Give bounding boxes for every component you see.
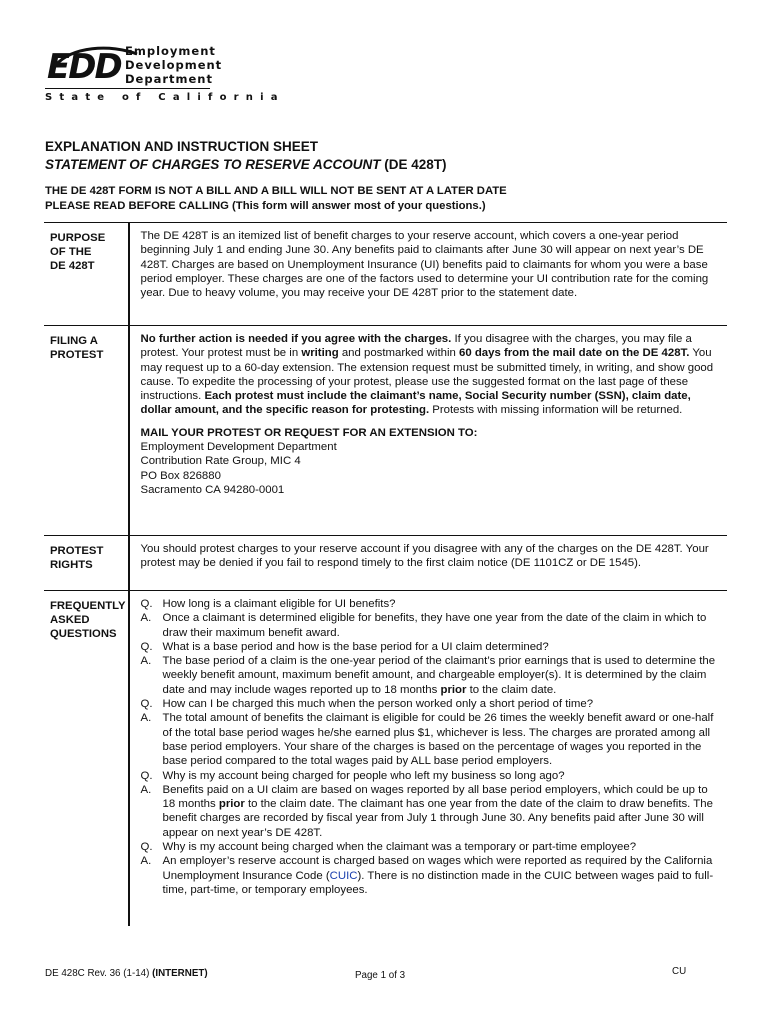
- answer-part: ). There is no distinction made in the CUIC between wages paid to full-time, part-time, or temporary employees.: [162, 869, 714, 896]
- section-filing-protest: [44, 325, 727, 535]
- faq-answer: [141, 611, 724, 640]
- form-internet-tag: (INTERNET): [152, 968, 208, 979]
- faq-question: [141, 769, 724, 783]
- page-title: [45, 138, 447, 174]
- filing-paragraph: [141, 332, 724, 418]
- page-number: Page 1 of 3: [355, 970, 406, 981]
- label-line: PROTEST: [50, 545, 104, 557]
- a-marker: A.: [140, 712, 152, 725]
- logo-divider: [45, 88, 210, 89]
- logo-mark: EDD: [47, 47, 121, 87]
- section-protest-rights: [44, 535, 727, 590]
- label-line: FREQUENTLY: [50, 600, 126, 612]
- section-label-faq: [44, 591, 128, 926]
- purpose-text: The DE 428T is an itemized list of benefit charges to your reserve account, which covers a one-year period beginning July 1 and ending June 30. Any benefits paid to claimants after June 30 will appear on next year’s DE 428T. Charges are based on Unemployment Insurance (UI) benefits paid to claimants for whom you were a base period employer. These charges are one of the factors used to determine your UI contribution rate for the coming year. Due to heavy volume, you may receive your DE 428T prior to the statement date.: [140, 230, 709, 300]
- filing-text: [130, 326, 728, 535]
- faq-question: [141, 640, 724, 654]
- filing-text-2: and postmarked within: [338, 347, 459, 360]
- title-sub-code: (DE 428T): [380, 157, 447, 172]
- faq-question: [141, 840, 724, 854]
- answer-part: The base period of a claim is the one-year period of the claimant’s prior earnings that is used to determine the weekly benefit amount, maximum benefit amount, and chargeable employer(s). It is determined by the claim date and may include wages reported up to 18 months: [162, 655, 716, 696]
- faq-question: [141, 697, 724, 711]
- title-sub-italic: STATEMENT OF CHARGES TO RESERVE ACCOUNT: [45, 157, 381, 172]
- q-marker: Q.: [140, 598, 153, 610]
- logo-line-development: Development: [125, 58, 223, 72]
- label-line: RIGHTS: [50, 559, 93, 571]
- filing-bold-2: writing: [301, 347, 339, 360]
- warning-notice: [45, 184, 507, 214]
- faq-question: [141, 597, 724, 611]
- answer-text: [163, 854, 724, 897]
- warning-line-2: PLEASE READ BEFORE CALLING (This form will answer most of your questions.): [45, 200, 486, 212]
- spacer: [141, 418, 724, 426]
- label-line: QUESTIONS: [50, 628, 117, 640]
- footer-code: CU: [672, 966, 687, 977]
- address-line: Contribution Rate Group, MIC 4: [140, 455, 301, 468]
- edd-logo: [45, 40, 285, 108]
- answer-text: The total amount of benefits the claimant is eligible for could be 26 times the weekly benefit award or one-half of the total base period wages he/she earned plus $1, whichever is less. The charges are prorated among all base period employers. Your share of the charges is based on the percentage of wages you reported in the base period compared to the total wages paid by ALL base period employers.: [162, 712, 714, 768]
- filing-text-1: If you disagree with the charges, you may file a protest. Your protest must be in: [140, 333, 692, 360]
- cuic-link[interactable]: CUIC: [329, 869, 358, 882]
- answer-text: [163, 783, 724, 840]
- q-marker: Q.: [140, 640, 153, 653]
- q-marker: Q.: [140, 769, 153, 782]
- faq-answer: [141, 711, 724, 768]
- label-line: OF THE: [50, 246, 92, 258]
- a-marker: A.: [140, 612, 152, 625]
- q-marker: Q.: [140, 698, 153, 711]
- title-main: EXPLANATION AND INSTRUCTION SHEET: [45, 139, 319, 154]
- answer-part: to the claim date.: [466, 683, 557, 696]
- label-line: DE 428T: [50, 260, 95, 272]
- mail-heading: [141, 426, 724, 440]
- address-line: Sacramento CA 94280-0001: [140, 483, 285, 496]
- title-subtitle: [45, 156, 447, 174]
- faq-list: [130, 591, 728, 926]
- label-line: PURPOSE: [50, 232, 106, 244]
- answer-part: An employer’s reserve account is charged based on wages which were reported as required by the California Unemployment Insurance Code (: [162, 855, 713, 882]
- filing-text-3: You may request up to a 60-day extension. The extension request must be submitted timely, in writing, and show good cause. To expedite the processing of your protest, please use the suggested format on the last page of these instructions.: [140, 347, 714, 403]
- a-marker: A.: [140, 783, 152, 796]
- form-revision: [45, 968, 208, 979]
- filing-bold-4: Each protest must include the claimant’s name, Social Security number (SSN), claim date, dollar amount, and the specific reason for protesting.: [140, 390, 691, 417]
- question-text: Why is my account being charged for people who left my business so long ago?: [162, 769, 565, 782]
- logo-line-department: Department: [125, 72, 213, 86]
- answer-part: Benefits paid on a UI claim are based on wages reported by all base period employers, which could be up to 18 months: [162, 783, 708, 811]
- faq-answer: [141, 854, 724, 897]
- filing-bold-3: 60 days from the mail date on the DE 428T.: [458, 347, 690, 360]
- filing-text-4: Protests with missing information will be returned.: [429, 404, 683, 417]
- answer-bold: prior: [218, 798, 245, 811]
- instruction-table: [44, 222, 727, 926]
- section-label-rights: [44, 536, 128, 590]
- question-text: What is a base period and how is the base period for a UI claim determined?: [162, 640, 549, 653]
- section-faq: [44, 590, 727, 926]
- rights-text: You should protest charges to your reserve account if you disagree with any of the charges on the DE 428T. Your protest may be denied if you fail to respond timely to the first claim notice (DE 1101CZ or DE 1545).: [140, 543, 709, 570]
- logo-state: State of California: [45, 92, 285, 103]
- section-purpose: [44, 222, 727, 325]
- address-line: Employment Development Department: [140, 441, 337, 454]
- faq-answer: [141, 783, 724, 840]
- answer-part: to the claim date. The claimant has one year from the date of the claim to draw benefits. The benefit charges are recorded by fiscal year from July 1 through June 30. Any benefits paid after June 30 will appear on next year’s DE 428T.: [162, 798, 713, 839]
- section-label-filing: [44, 326, 128, 535]
- question-text: Why is my account being charged when the claimant was a temporary or part-time employee?: [162, 841, 637, 854]
- warning-line-1: THE DE 428T FORM IS NOT A BILL AND A BILL WILL NOT BE SENT AT A LATER DATE: [45, 185, 507, 197]
- filing-bold-1: No further action is needed if you agree with the charges.: [140, 333, 452, 345]
- label-line: ASKED: [50, 614, 90, 626]
- form-code: DE 428C Rev. 36 (1-14): [45, 968, 153, 979]
- question-text: How can I be charged this much when the person worked only a short period of time?: [162, 698, 594, 711]
- question-text: How long is a claimant eligible for UI benefits?: [162, 598, 396, 610]
- section-label-purpose: [44, 223, 128, 325]
- q-marker: Q.: [140, 841, 153, 854]
- mailing-address: [141, 440, 724, 497]
- label-line: FILING A: [50, 335, 98, 347]
- answer-text: [163, 654, 724, 697]
- a-marker: A.: [140, 655, 152, 668]
- answer-text: Once a claimant is determined eligible for benefits, they have one year from the date of the claim in which to draw their maximum benefit award.: [162, 612, 707, 639]
- a-marker: A.: [140, 855, 152, 868]
- answer-bold: prior: [440, 683, 467, 696]
- label-line: PROTEST: [50, 349, 104, 361]
- mail-heading-text: MAIL YOUR PROTEST OR REQUEST FOR AN EXTENSION TO:: [140, 426, 478, 439]
- logo-department-name: [125, 44, 222, 86]
- logo-line-employment: Employment: [125, 44, 216, 58]
- address-line: PO Box 826880: [140, 469, 221, 482]
- faq-answer: [141, 654, 724, 697]
